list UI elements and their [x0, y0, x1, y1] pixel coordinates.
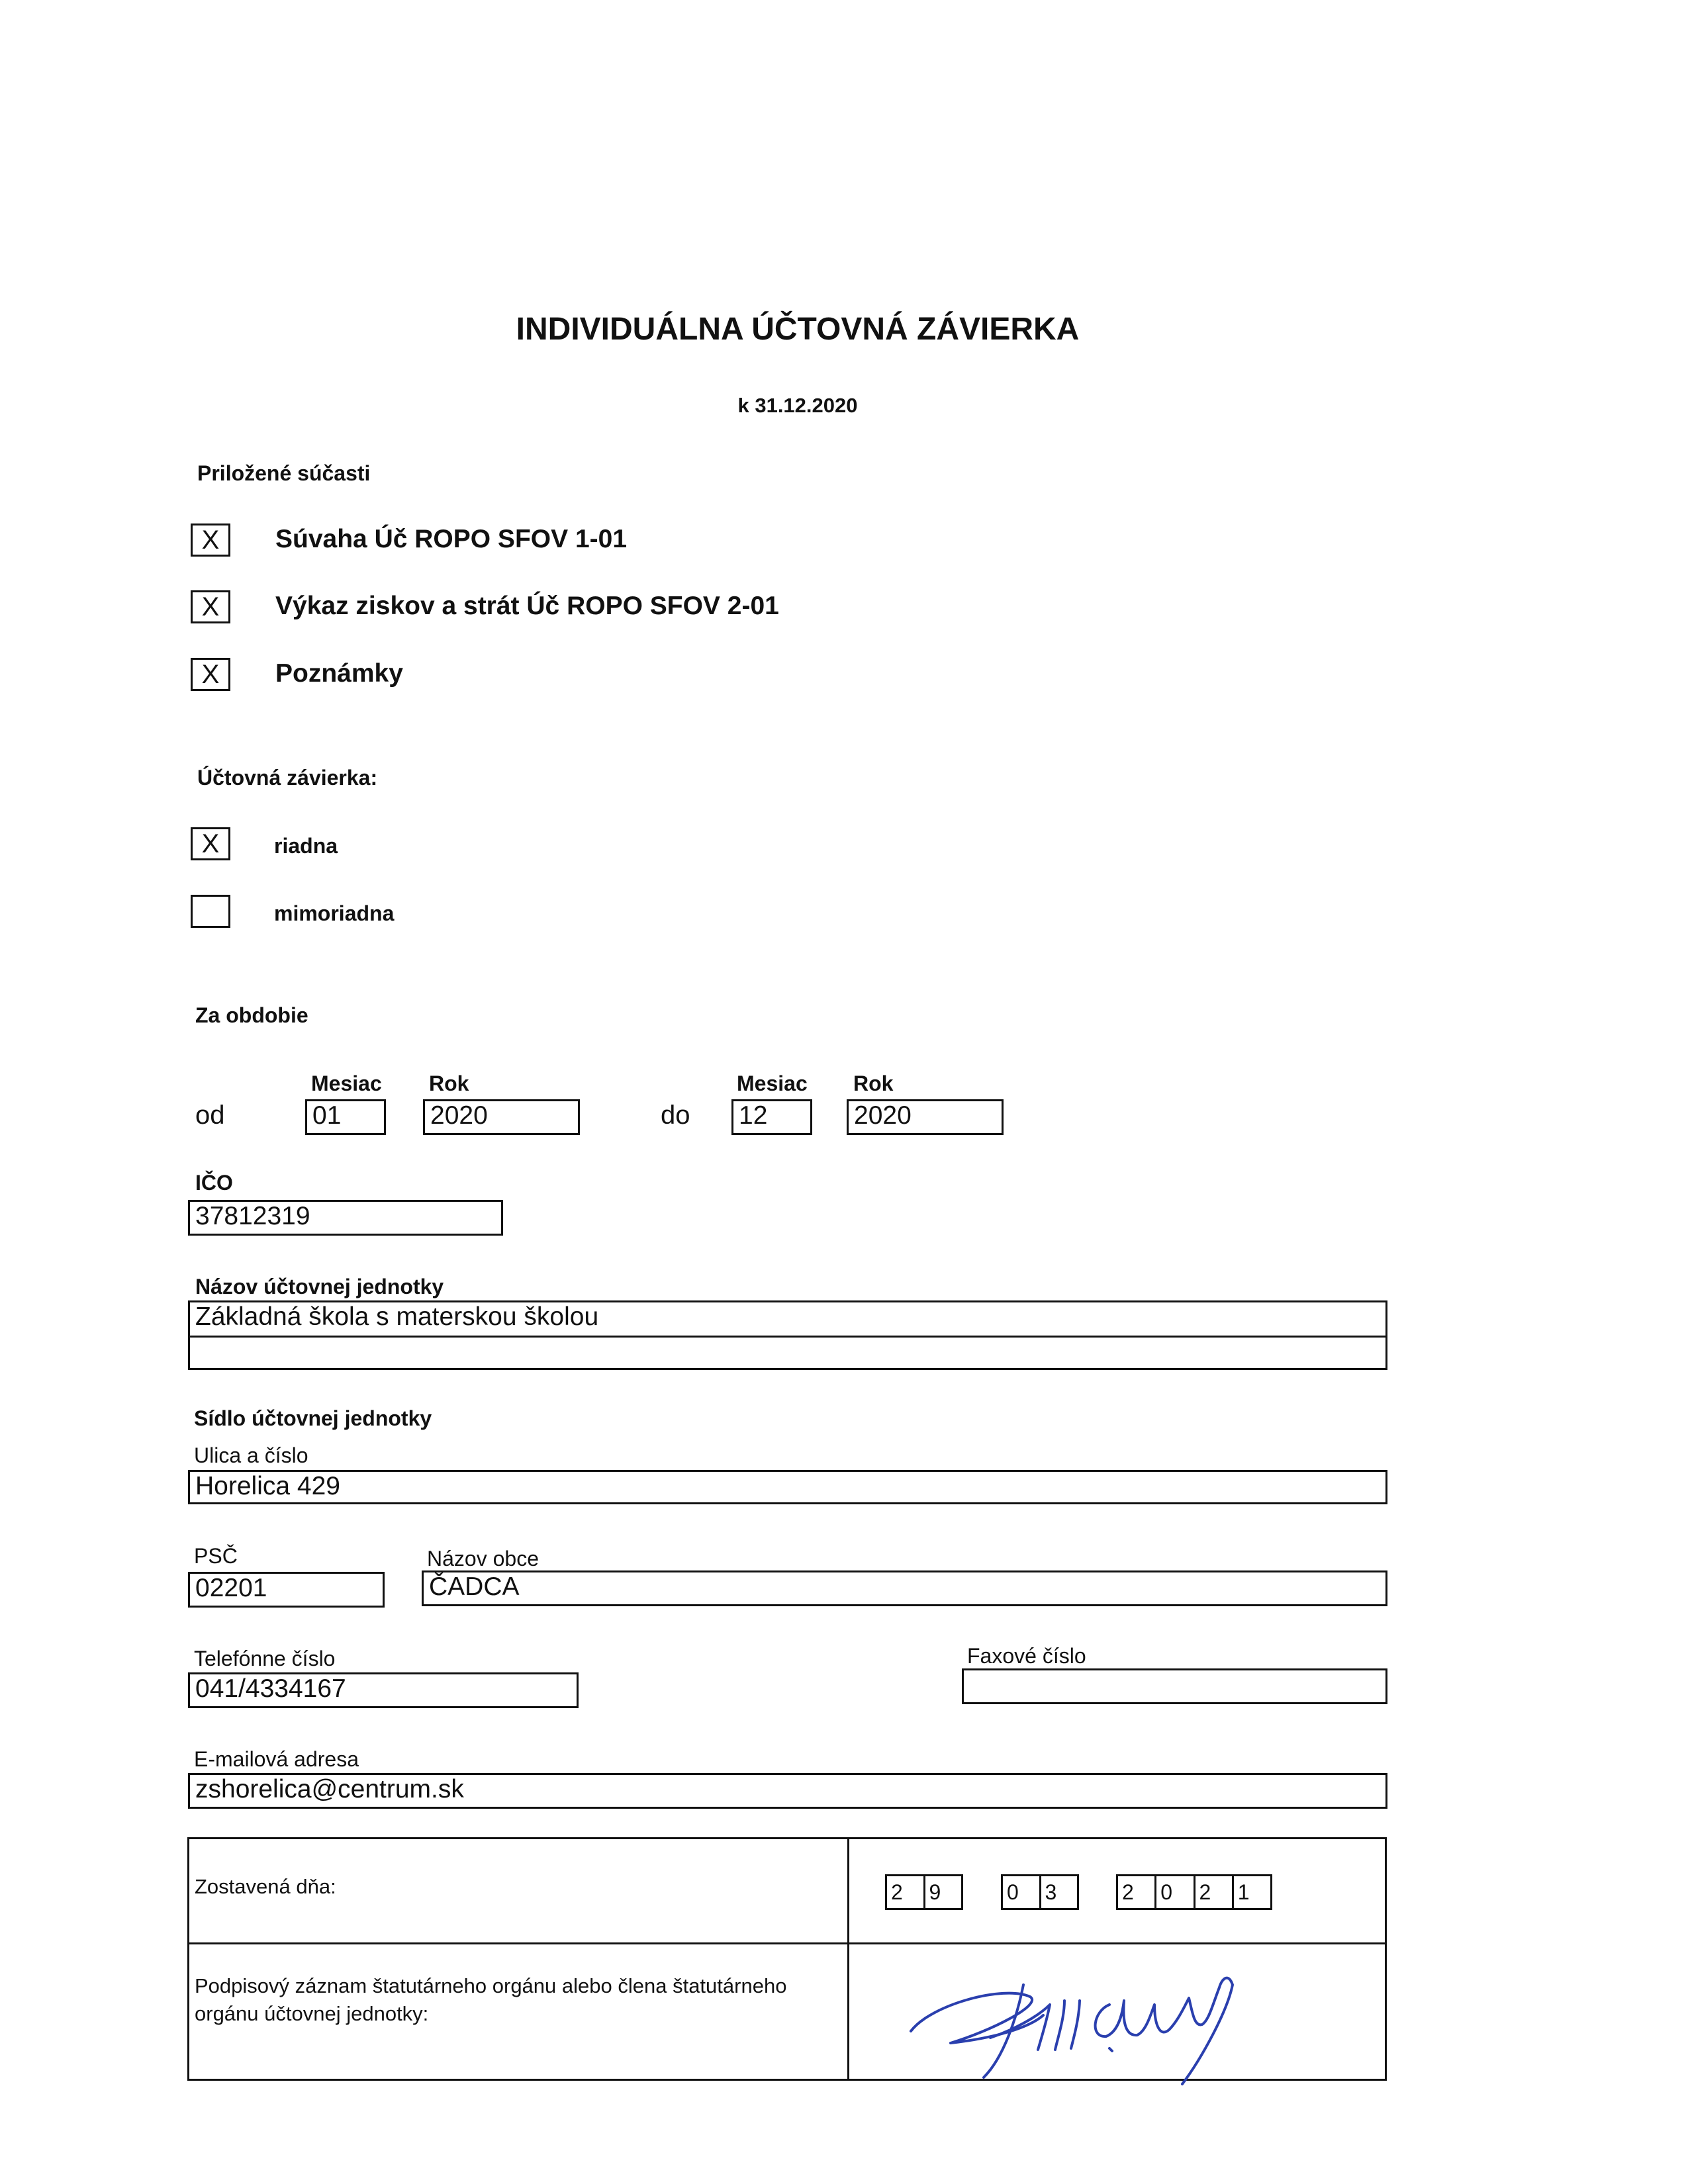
handwritten-signature — [891, 1958, 1394, 2091]
psc-field[interactable]: 02201 — [188, 1572, 385, 1608]
entity-name-field-line1[interactable]: Základná škola s materskou školou — [188, 1300, 1387, 1338]
checkbox-balance-sheet[interactable]: X — [191, 523, 230, 557]
compiled-year-field[interactable] — [1116, 1874, 1272, 1910]
signature-label-line1: Podpisový záznam štatutárneho orgánu alebo člena štatutárneho — [195, 1974, 787, 1997]
label-extraordinary: mimoriadna — [274, 901, 395, 925]
to-label: do — [661, 1101, 690, 1130]
compiled-month-digit: 0 — [1007, 1880, 1019, 1904]
signature-table — [187, 1837, 1387, 2081]
table-divider-horizontal — [189, 1942, 1385, 1944]
street-label: Ulica a číslo — [194, 1443, 308, 1467]
label-notes: Poznámky — [275, 659, 403, 688]
psc-label: PSČ — [194, 1544, 238, 1568]
city-label: Názov obce — [427, 1547, 539, 1570]
from-year-field[interactable]: 2020 — [423, 1099, 580, 1135]
label-balance-sheet: Súvaha Úč ROPO SFOV 1-01 — [275, 525, 628, 553]
checkbox-extraordinary[interactable] — [191, 895, 230, 928]
document-title: INDIVIDUÁLNA ÚČTOVNÁ ZÁVIERKA — [516, 312, 1080, 347]
ico-field[interactable]: 37812319 — [188, 1200, 503, 1236]
street-field[interactable]: Horelica 429 — [188, 1470, 1387, 1504]
compiled-month-digit: 3 — [1039, 1876, 1078, 1908]
label-regular: riadna — [274, 834, 338, 858]
compiled-day-digit: 2 — [891, 1880, 903, 1904]
from-label: od — [195, 1101, 225, 1130]
compiled-year-digit: 2 — [1122, 1880, 1134, 1904]
phone-field[interactable]: 041/4334167 — [188, 1672, 579, 1708]
compiled-day-digit: 9 — [923, 1876, 962, 1908]
from-month-label: Mesiac — [311, 1071, 382, 1095]
phone-label: Telefónne číslo — [194, 1647, 336, 1670]
checkbox-regular[interactable]: X — [191, 827, 230, 860]
fax-field[interactable] — [962, 1668, 1387, 1704]
entity-name-label: Názov účtovnej jednotky — [195, 1275, 444, 1298]
to-month-label: Mesiac — [737, 1071, 808, 1095]
signature-label-line2: orgánu účtovnej jednotky: — [195, 2002, 429, 2025]
seat-heading: Sídlo účtovnej jednotky — [194, 1406, 432, 1430]
checkbox-notes[interactable]: X — [191, 658, 230, 691]
fax-label: Faxové číslo — [967, 1644, 1086, 1668]
compiled-day-field[interactable] — [885, 1874, 963, 1910]
compiled-year-digit: 2 — [1194, 1876, 1232, 1908]
to-month-field[interactable]: 12 — [731, 1099, 812, 1135]
email-label: E-mailová adresa — [194, 1747, 359, 1771]
email-field[interactable]: zshorelica@centrum.sk — [188, 1773, 1387, 1809]
compiled-year-digit: 1 — [1232, 1876, 1270, 1908]
checkbox-income-statement[interactable]: X — [191, 590, 230, 623]
ico-label: IČO — [195, 1171, 233, 1195]
attached-parts-heading: Priložené súčasti — [197, 461, 371, 485]
to-year-label: Rok — [853, 1071, 894, 1095]
entity-name-field-line2[interactable] — [188, 1336, 1387, 1370]
label-income-statement: Výkaz ziskov a strát Úč ROPO SFOV 2-01 — [275, 592, 779, 620]
compiled-month-field[interactable] — [1001, 1874, 1079, 1910]
city-field[interactable]: ČADCA — [422, 1570, 1387, 1606]
compiled-date-label: Zostavená dňa: — [195, 1875, 336, 1898]
from-month-field[interactable]: 01 — [305, 1099, 386, 1135]
report-date: k 31.12.2020 — [737, 394, 858, 417]
period-heading: Za obdobie — [195, 1003, 308, 1027]
closing-type-heading: Účtovná závierka: — [197, 766, 378, 790]
table-divider-vertical — [847, 1839, 849, 2079]
from-year-label: Rok — [429, 1071, 469, 1095]
to-year-field[interactable]: 2020 — [847, 1099, 1004, 1135]
compiled-year-digit: 0 — [1154, 1876, 1193, 1908]
